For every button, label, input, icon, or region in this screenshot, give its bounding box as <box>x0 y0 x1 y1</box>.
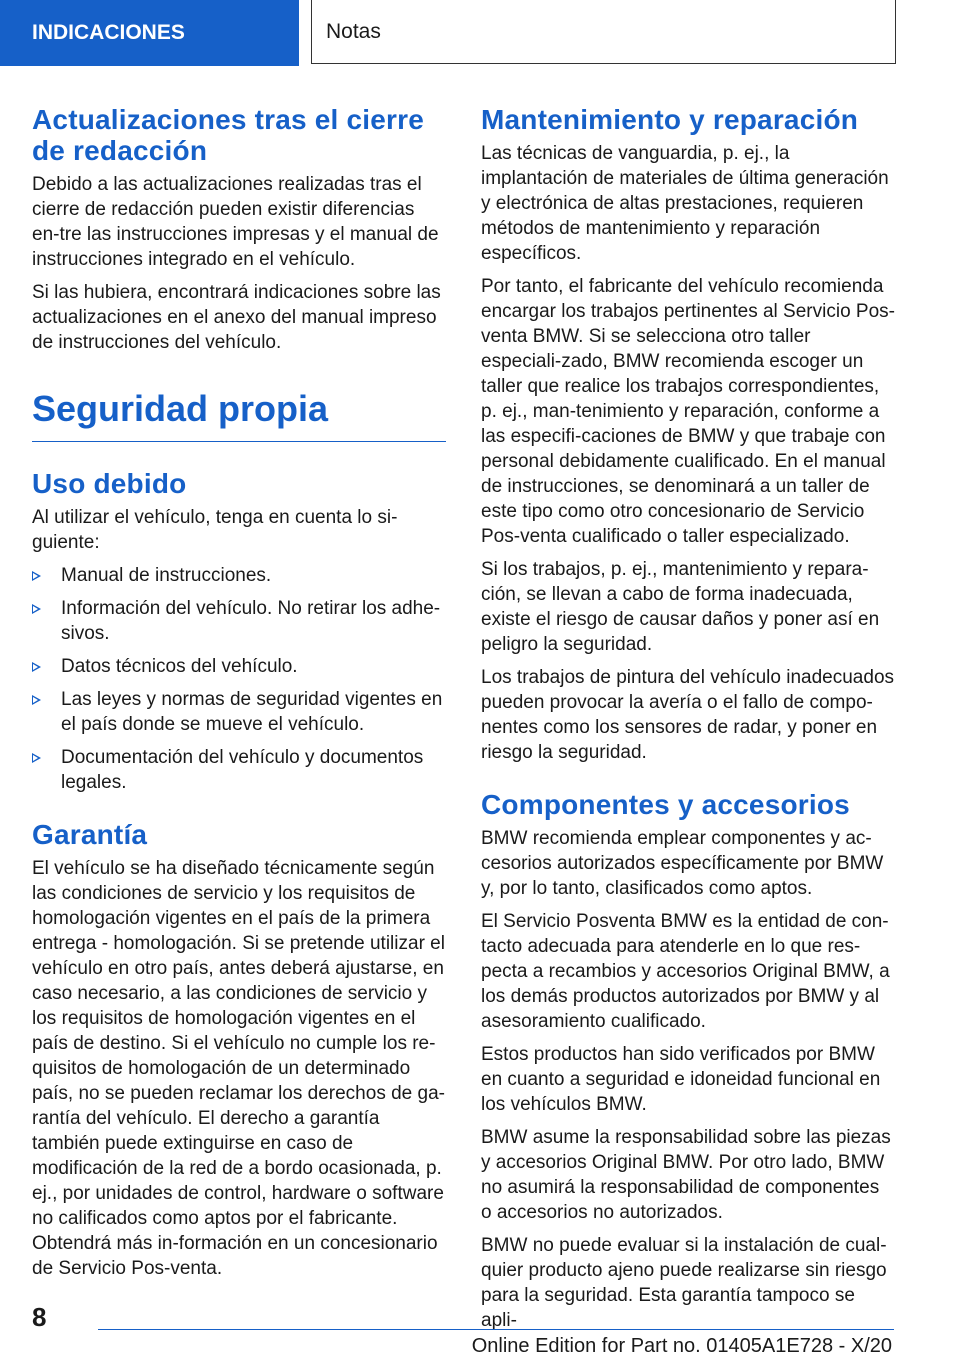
section-title-proper-use: Uso debido <box>32 468 187 499</box>
footer-divider <box>98 1329 894 1330</box>
bullet-list <box>32 563 446 795</box>
paragraph: BMW no puede evaluar si la instalación de cual-quier producto ajeno puede realizarse sin riesgo para la seguridad. Esta garantía tampoco se apli- <box>481 1235 887 1331</box>
chapter-divider <box>32 441 446 442</box>
section-title-updates: Actualizaciones tras el cierre de redacción <box>32 104 424 166</box>
section-title-components: Componentes y accesorios <box>481 789 850 820</box>
paragraph: BMW asume la responsabilidad sobre las piezas y accesorios Original BMW. Por otro lado, BMW no asumirá la responsabilidad de componentes o accesorios no autorizados. <box>481 1127 891 1223</box>
triangle-bullet-icon <box>32 571 41 581</box>
triangle-bullet-icon <box>32 695 41 705</box>
paragraph: Los trabajos de pintura del vehículo inadecuados pueden provocar la avería o el fallo de compo-nentes como los sensores de radar, y poner en riesgo la seguridad. <box>481 667 895 763</box>
edition-note: Online Edition for Part no. 01405A1E728 - X/20 <box>471 1335 892 1357</box>
section-title-maintenance: Mantenimiento y reparación <box>481 104 859 135</box>
triangle-bullet-icon <box>32 753 41 763</box>
paragraph: Por tanto, el fabricante del vehículo recomienda encargar los trabajos pertinentes al Servicio Pos-venta BMW. Si se selecciona otro taller especiali-zado, BMW recomienda escoger un taller que realice los trabajos correspondientes, p. ej., man-tenimiento y reparación, conforme a las especifi-caciones de BMW y que trabaje con personal debidamente cualificado. En el manual de instrucciones, se denominará a un taller de este tipo como otro concesionario de Servicio Pos-venta cualificado o taller especializado. <box>481 276 895 547</box>
section-tab[interactable]: INDICACIONES <box>0 0 299 66</box>
list-item: Manual de instrucciones. <box>32 563 446 588</box>
notes-tab[interactable]: Notas <box>311 0 896 64</box>
paragraph: Debido a las actualizaciones realizadas tras el cierre de redacción pueden existir diferencias en-tre las instrucciones impresas y el manual de instrucciones integrado en el vehículo. <box>32 174 439 270</box>
paragraph: Estos productos han sido verificados por BMW en cuanto a seguridad e idoneidad funcional en los vehículos BMW. <box>481 1044 881 1115</box>
paragraph: Si las hubiera, encontrará indicaciones sobre las actualizaciones en el anexo del manual impreso de instrucciones del vehículo. <box>32 282 441 353</box>
paragraph: BMW recomienda emplear componentes y ac-cesorios autorizados específicamente por BMW y, por lo tanto, clasificados como aptos. <box>481 828 884 899</box>
page-number: 8 <box>32 1302 47 1332</box>
triangle-bullet-icon <box>32 662 41 672</box>
list-item: Información del vehículo. No retirar los adhe-sivos. <box>32 596 446 646</box>
list-item: Documentación del vehículo y documentos legales. <box>32 745 446 795</box>
paragraph: El Servicio Posventa BMW es la entidad de con-tacto adecuada para atenderle en lo que res-pecta a recambios y accesorios Original BMW, a los demás productos autorizados por BMW y al asesoramiento cualificado. <box>481 911 890 1032</box>
chapter-title: Seguridad propia <box>32 388 329 429</box>
section-title-warranty: Garantía <box>32 819 148 850</box>
left-column <box>32 104 446 1289</box>
list-item: Datos técnicos del vehículo. <box>32 654 446 679</box>
page-header <box>0 0 960 66</box>
paragraph: El vehículo se ha diseñado técnicamente según las condiciones de servicio y los requisitos de homologación vigentes en el país de la primera entrega - homologación. Si se pretende utilizar el vehículo en otro país, antes deberá ajustarse, en caso necesario, a las condiciones de servicio y los requisitos de homologación vigentes en el país de destino. Si el vehículo no cumple los re-quisitos de homologación de un determinado país, no se pueden reclamar los derechos de ga-rantía del vehículo. El derecho a garantía también puede extinguirse en caso de modificación de la red de a bordo ocasionada, p. ej., por unidades de control, hardware o software no calificados como aptos por el fabricante. Obtendrá más in-formación en un concesionario de Servicio Pos-venta. <box>32 858 445 1279</box>
list-item: Las leyes y normas de seguridad vigentes en el país donde se mueve el vehículo. <box>32 687 446 737</box>
paragraph: Al utilizar el vehículo, tenga en cuenta lo si-guiente: <box>32 507 398 553</box>
triangle-bullet-icon <box>32 604 41 614</box>
right-column <box>481 104 895 1341</box>
paragraph: Las técnicas de vanguardia, p. ej., la implantación de materiales de última generación y electrónica de altas prestaciones, requieren métodos de mantenimiento y reparación específicos. <box>481 143 889 264</box>
paragraph: Si los trabajos, p. ej., mantenimiento y repara-ción, se llevan a cabo de forma inadecuada, existe el riesgo de causar daños y poner así en peligro la seguridad. <box>481 559 880 655</box>
